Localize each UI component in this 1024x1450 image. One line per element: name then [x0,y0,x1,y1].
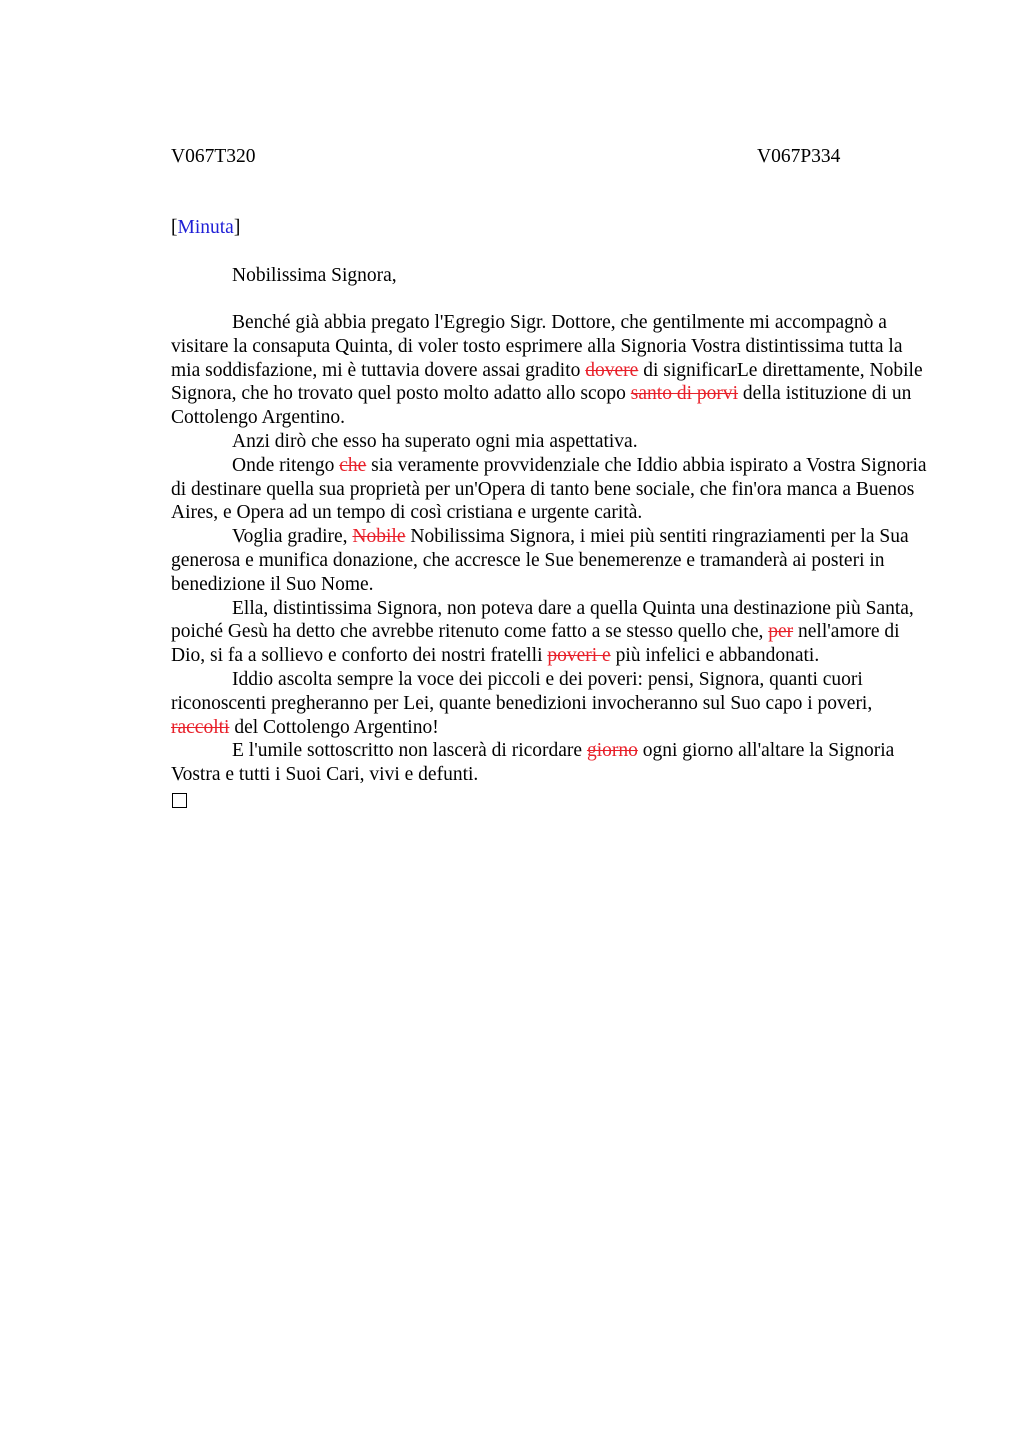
paragraph-text: Onde ritengo [232,454,340,476]
paragraph-4 [171,525,931,596]
paragraph-text: Iddio ascolta sempre la voce dei piccoli e dei poveri: pensi, Signora, quanti cuori riconoscenti pregheranno per Lei, quante benedizioni invocheranno sul Suo capo i poveri, [171,668,873,714]
deleted-word: raccolti [171,716,230,738]
document-page [171,145,931,786]
document-type-label [171,216,240,240]
paragraph-text: nell'amore di Dio, si fa a sollievo e conforto dei nostri fratelli [171,621,900,667]
document-code-left: V067T320 [171,146,256,167]
paragraph-6 [171,668,931,739]
salutation: Nobilissima Signora, [232,265,397,286]
paragraph-3 [171,454,931,525]
deleted-word: poveri e [547,645,611,667]
paragraph-text: sia veramente provvidenziale che Iddio abbia ispirato a Vostra Signoria di destinare quella sua proprietà per un'Opera di tanto bene sociale, che fin'ora manca a Buenos Aires, e Opera ad un tempo di così cristiana e urgente carità. [171,454,927,524]
deleted-word: dovere [585,359,639,381]
deleted-word: santo di porvi [630,383,739,405]
paragraph-text: Benché già abbia pregato l'Egregio Sigr. Dottore, che gentilmente mi accompagnò a visitare la consaputa Quinta, di voler tosto esprimere alla Signoria Vostra distintissima tutta la mia soddisfazione, mi è tuttavia dovere assai gradito [171,312,903,381]
paragraph-text: Anzi dirò che esso ha superato ogni mia aspettativa. [232,430,638,452]
label-close-bracket: ] [233,217,241,238]
paragraph-text: Voglia gradire, [232,526,353,548]
paragraph-text: più infelici e abbandonati. [610,645,820,667]
label-word: Minuta [177,217,234,238]
paragraph-text: Nobilissima Signora, i miei più sentiti ringraziamenti per la Sua generosa e munifica donazione, che accresce le Sue benemerenze e tramanderà ai posteri in benedizione il Suo Nome. [171,526,909,595]
deleted-word: che [339,454,367,476]
paragraph-text: di significarLe direttamente, Nobile Signora, che ho trovato quel posto molto adatto allo scopo [171,359,923,405]
paragraph-text: ogni giorno all'altare la Signoria Vostra e tutti i Suoi Cari, vivi e defunti. [171,740,895,786]
letter-body [171,311,931,808]
deleted-word: per [768,621,794,643]
paragraph-text: del Cottolengo Argentino! [229,716,439,738]
paragraph-text: Ella, distintissima Signora, non poteva dare a quella Quinta una destinazione più Santa, poiché Gesù ha detto che avrebbe ritenuto come fatto a se stesso quello che, [171,597,914,643]
paragraph-text: della istituzione di un Cottolengo Argentino. [171,383,912,429]
document-header [171,145,931,169]
deleted-word: giorno [586,740,638,762]
paragraph-5 [171,597,931,668]
document-code-right: V067P334 [757,146,841,167]
paragraph-1 [171,311,931,430]
paragraph-7 [171,739,931,787]
label-open-bracket: [ [171,217,178,238]
paragraph-text: E l'umile sottoscritto non lascerà di ricordare [232,740,587,762]
paragraph-2 [171,430,931,454]
end-of-document-box-icon [172,793,187,808]
deleted-word: Nobile [352,526,406,548]
